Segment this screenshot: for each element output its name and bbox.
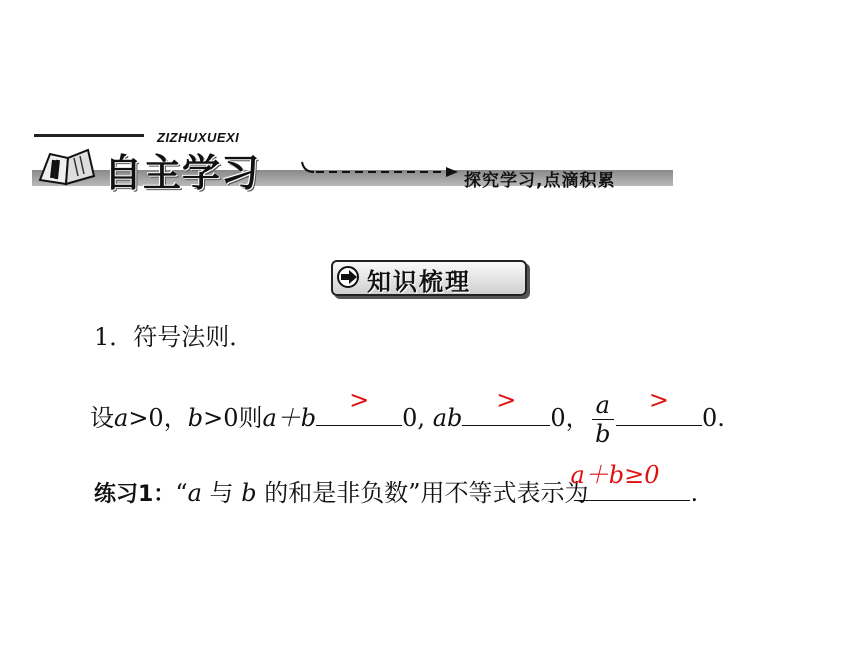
after-blank-1: 0, (402, 404, 426, 432)
rule-gt0-b: >0则 (203, 404, 263, 432)
var-b: b (187, 404, 204, 432)
rule-gt0-a: >0， (128, 404, 188, 432)
fraction-denominator: b (595, 420, 611, 448)
section-banner (32, 126, 673, 204)
sum-expression: a＋b (262, 404, 317, 432)
sign-rule-line (90, 386, 725, 448)
banner-slogan: 探究学习,点滴积累 (464, 171, 616, 191)
exercise-line (94, 461, 699, 510)
right-arrow-icon (337, 266, 361, 288)
banner-pinyin: ZIZHUXUEXI (157, 130, 240, 145)
exercise-var-a: a (187, 479, 202, 507)
exercise-answer: a＋b≥0 (570, 461, 660, 489)
answer-blank-1 (316, 386, 402, 426)
exercise-label: 练习1： (94, 482, 176, 507)
open-book-icon (36, 146, 100, 186)
section-heading: 1．符号法则． (94, 323, 254, 351)
after-blank-2: 0， (550, 404, 590, 432)
banner-title: 自主学习 (104, 151, 261, 195)
badge-label: 知识梳理 (367, 268, 471, 296)
answer-blank-3 (616, 386, 702, 426)
answer-2: > (496, 386, 517, 414)
rule-prefix: 设 (90, 404, 114, 432)
exercise-var-b: b (241, 479, 257, 507)
answer-blank-2 (462, 386, 550, 426)
exercise-text-2: 的和是非负数”用不等式表示为 (264, 479, 589, 507)
exercise-end: . (690, 479, 699, 507)
open-quote: “ (175, 479, 188, 507)
after-blank-3: 0. (701, 404, 725, 432)
fraction-a-over-b (592, 391, 614, 448)
dashed-arrow-icon (300, 160, 460, 180)
exercise-text-1: 与 (209, 479, 234, 507)
product-expression: ab (432, 404, 463, 432)
banner-top-rule (34, 134, 144, 137)
exercise-answer-blank (570, 461, 690, 501)
fraction-numerator: a (592, 391, 614, 420)
knowledge-badge (331, 260, 527, 296)
var-a: a (114, 404, 129, 432)
answer-1: > (349, 386, 370, 414)
answer-3: > (648, 386, 669, 414)
